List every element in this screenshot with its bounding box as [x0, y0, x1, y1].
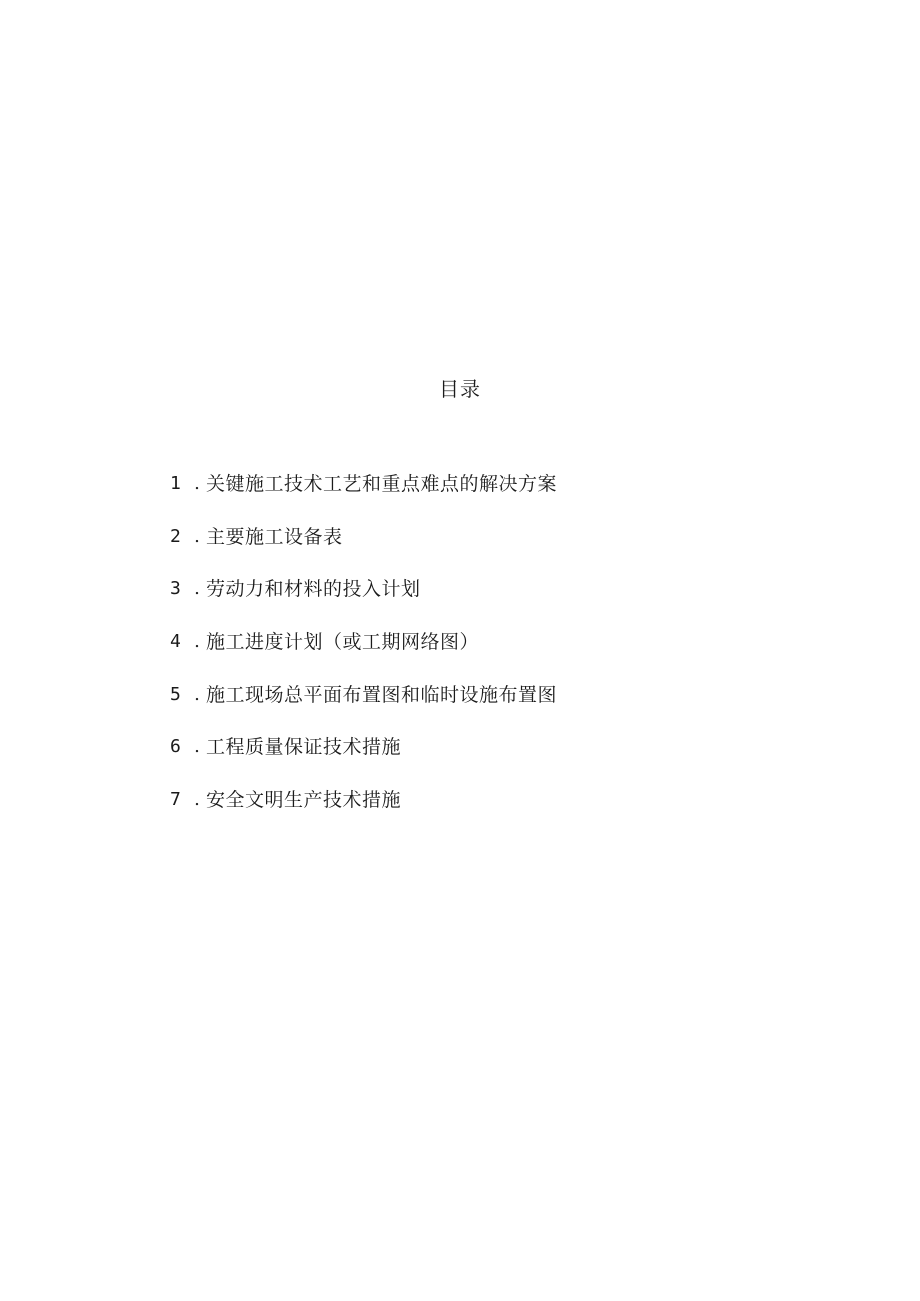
- toc-item-1: [170, 470, 557, 523]
- toc-item-separator: .: [194, 473, 200, 494]
- toc-item-number: 1: [170, 473, 181, 494]
- toc-item-number: 5: [170, 683, 181, 705]
- toc-item-number: 7: [170, 789, 181, 811]
- toc-item-4: [170, 628, 557, 681]
- toc-item-separator: .: [194, 631, 200, 653]
- toc-item-number: 3: [170, 578, 181, 600]
- toc-item-separator: .: [194, 683, 200, 705]
- toc-item-text: 工程质量保证技术措施: [206, 736, 402, 759]
- toc-item-2: [170, 523, 557, 576]
- toc-item-number: 2: [170, 525, 181, 547]
- toc-item-6: [170, 733, 557, 786]
- toc-item-separator: .: [194, 578, 200, 600]
- toc-list: [170, 470, 557, 839]
- toc-title: 目录: [439, 377, 481, 401]
- toc-item-number: 6: [170, 736, 181, 758]
- toc-item-text: 主要施工设备表: [206, 525, 343, 548]
- toc-item-separator: .: [194, 525, 200, 547]
- toc-item-text: 劳动力和材料的投入计划: [206, 578, 421, 601]
- toc-item-text: 施工现场总平面布置图和临时设施布置图: [206, 683, 558, 706]
- toc-item-separator: .: [194, 789, 200, 811]
- toc-item-number: 4: [170, 631, 181, 653]
- toc-item-separator: .: [194, 736, 200, 758]
- toc-item-7: [170, 786, 557, 839]
- toc-item-3: [170, 575, 557, 628]
- toc-item-5: [170, 681, 557, 734]
- toc-item-text: 施工进度计划（或工期网络图）: [206, 631, 480, 654]
- toc-item-text: 安全文明生产技术措施: [206, 789, 402, 812]
- toc-item-text: 关键施工技术工艺和重点难点的解决方案: [206, 473, 558, 495]
